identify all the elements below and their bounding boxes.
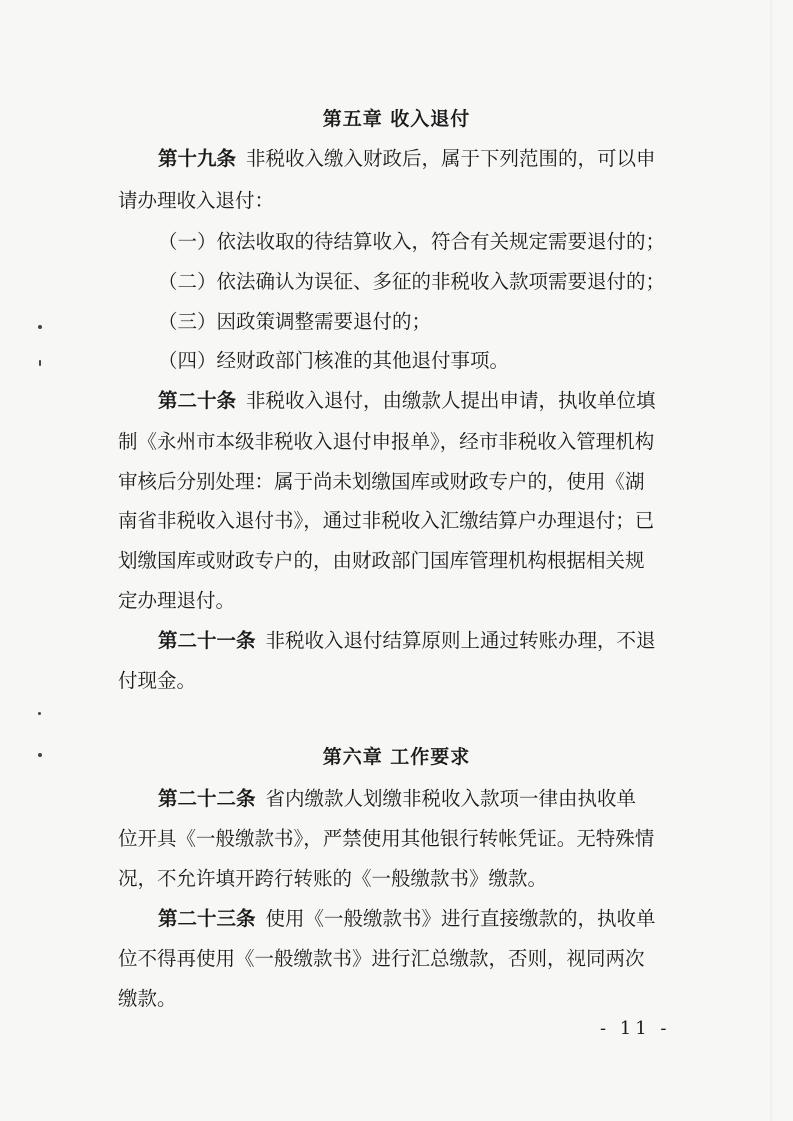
scan-mark [38,753,42,757]
article-19-item-3: （三）因政策调整需要退付的； [158,310,432,333]
article-23-line-3: 缴款。 [118,987,177,1010]
article-19-item-4: （四）经财政部门核准的其他退付事项。 [158,349,510,372]
article-21-label: 第二十一条 [158,629,256,652]
scan-mark [39,360,41,366]
article-23-line-2: 位不得再使用《一般缴款书》进行汇总缴款，否则，视同两次 [118,947,645,970]
article-19-line-2: 请办理收入退付： [118,189,275,212]
article-20-line-6: 定办理退付。 [118,589,236,612]
article-22-line-3: 况，不允许填开跨行转账的《一般缴款书》缴款。 [118,867,548,890]
chapter-5-title: 第五章 收入退付 [322,108,471,130]
article-19-label: 第十九条 [158,147,237,170]
article-22-line-2: 位开具《一般缴款书》，严禁使用其他银行转帐凭证。无特殊情 [118,827,655,850]
article-19-item-2: （二）依法确认为误征、多征的非税收入款项需要退付的； [158,270,666,293]
article-20-line-1: 第二十条 非税收入退付，由缴款人提出申请，执收单位填 [158,389,656,412]
article-19-item-1: （一）依法收取的待结算收入，符合有关规定需要退付的； [158,230,666,253]
article-23-label: 第二十三条 [158,907,256,930]
article-20-line-4: 南省非税收入退付书》，通过非税收入汇缴结算户办理退付；已 [118,509,655,532]
chapter-6-title: 第六章 工作要求 [322,746,471,768]
scan-mark [38,712,41,715]
scan-edge [770,0,773,1121]
article-20-line-5: 划缴国库或财政专户的，由财政部门国库管理机构根据相关规 [118,549,645,572]
article-21-line-2: 付现金。 [118,669,197,692]
scan-mark [38,325,42,329]
article-21-line-1: 第二十一条 非税收入退付结算原则上通过转账办理，不退 [158,629,656,652]
article-19-line-1: 第十九条 非税收入缴入财政后，属于下列范围的，可以申 [158,147,656,170]
article-23-line-1: 第二十三条 使用《一般缴款书》进行直接缴款的，执收单 [158,907,656,930]
article-22-label: 第二十二条 [158,787,256,810]
page-number: - 11 - [600,1018,671,1039]
article-22-line-1: 第二十二条 省内缴款人划缴非税收入款项一律由执收单 [158,787,637,810]
article-20-label: 第二十条 [158,389,237,412]
article-20-line-3: 审核后分别处理：属于尚未划缴国库或财政专户的，使用《湖 [118,470,645,493]
article-20-line-2: 制《永州市本级非税收入退付申报单》，经市非税收入管理机构 [118,430,655,453]
